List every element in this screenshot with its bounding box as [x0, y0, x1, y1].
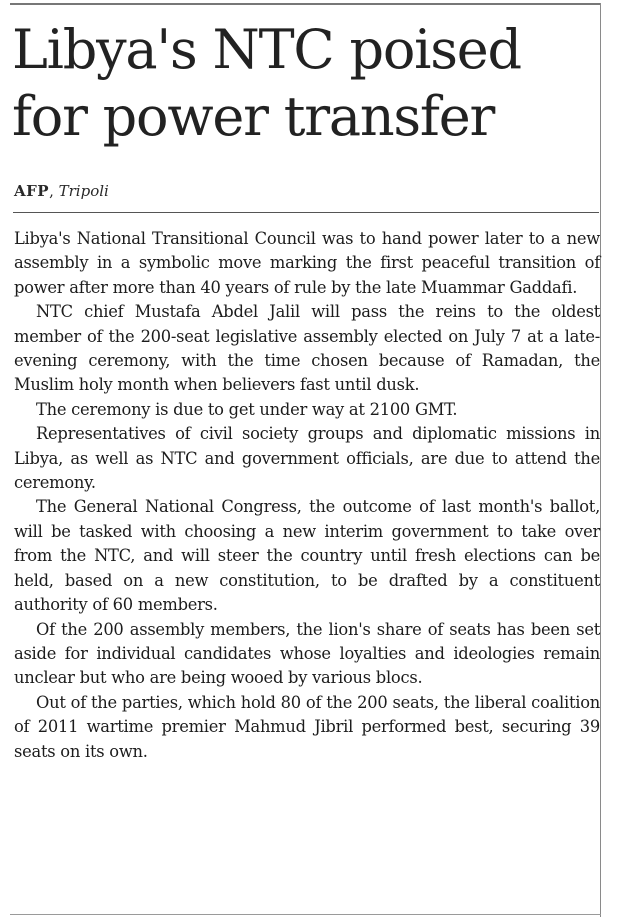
article-paragraph: Libya's National Transitional Council was to hand power later to a new assembly in a symbolic move marking the first peaceful transition of power after more than 40 years of rule by the late Muammar Gaddafi. — [14, 229, 600, 297]
article-paragraph: NTC chief Mustafa Abdel Jalil will pass the reins to the oldest member of the 200-seat legislative assembly elected on July 7 at a late-evening ceremony, with the time chosen because of Ramadan, the Muslim holy month when believers fast until dusk. — [14, 302, 600, 395]
article-paragraph: The ceremony is due to get under way at 2100 GMT. — [36, 399, 458, 419]
byline-agency: AFP — [14, 182, 50, 200]
article-paragraph: The General National Congress, the outcome of last month's ballot, will be tasked with choosing a new interim government to take over from the NTC, and will steer the country until fresh elections can be held, based on a new constitution, to be drafted by a constituent authority of 60 members. — [14, 497, 600, 615]
byline — [14, 181, 109, 201]
article-paragraph: Of the 200 assembly members, the lion's share of seats has been set aside for individual candidates whose loyalties and ideologies remain unclear but who are being wooed by various blocs. — [14, 619, 600, 688]
byline-city: Tripoli — [58, 182, 109, 200]
article-body — [14, 227, 600, 764]
article-headline: Libya's NTC poised for power transfer — [12, 18, 521, 148]
bottom-border-rule — [10, 914, 601, 915]
column-right-rule — [600, 3, 601, 917]
byline-divider — [13, 212, 599, 213]
byline-separator: , — [49, 182, 59, 200]
article-paragraph: Out of the parties, which hold 80 of the 200 seats, the liberal coalition of 2011 wartime premier Mahmud Jibril performed best, securing 39 seats on its own. — [14, 692, 600, 761]
article-paragraph: Representatives of civil society groups and diplomatic missions in Libya, as well as NTC and government officials, are due to attend the ceremony. — [14, 424, 600, 493]
top-border-rule — [10, 3, 600, 5]
